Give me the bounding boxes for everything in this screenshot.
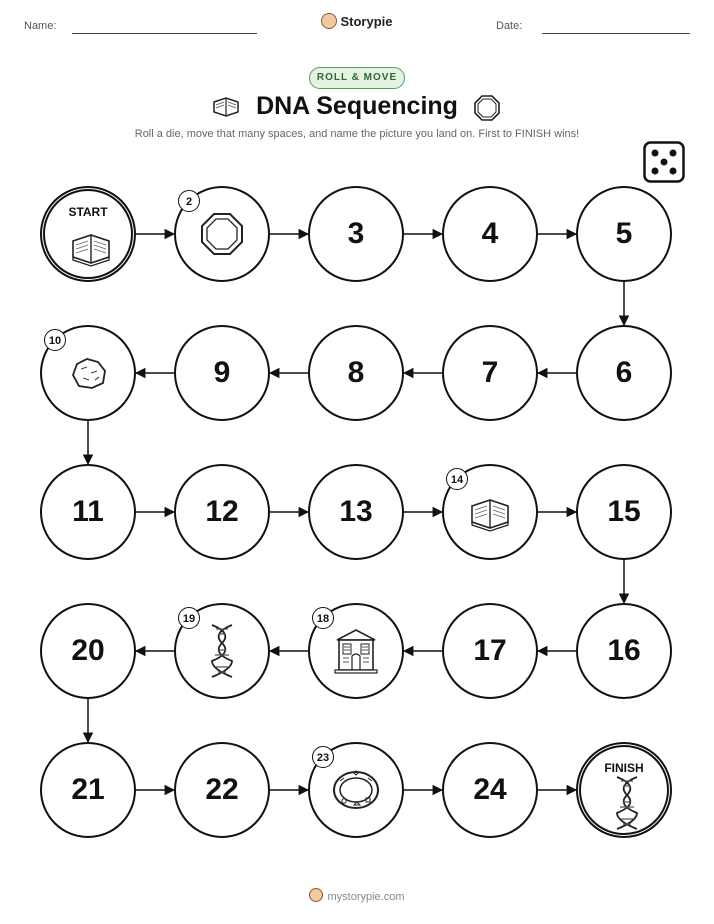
space-number: 7 <box>481 356 499 389</box>
space-number-badge: 23 <box>312 746 334 768</box>
board-space-9 <box>174 325 270 421</box>
board-space-4 <box>442 186 538 282</box>
board-space-7 <box>442 325 538 421</box>
dna-icon <box>612 775 642 836</box>
board-space-15 <box>576 464 672 560</box>
space-number: 20 <box>71 634 105 667</box>
library-icon <box>331 626 381 681</box>
space-number: 6 <box>615 356 633 389</box>
board-space-16 <box>576 603 672 699</box>
space-number: 5 <box>615 217 633 250</box>
board-space-22 <box>174 742 270 838</box>
finish-space <box>576 742 672 838</box>
board-space-3 <box>308 186 404 282</box>
board-space-17 <box>442 603 538 699</box>
space-number-badge: 14 <box>446 468 468 490</box>
space-number: 24 <box>473 773 507 806</box>
page-title: DNA Sequencing <box>256 92 458 120</box>
start-space <box>40 186 136 282</box>
space-number: 17 <box>473 634 507 667</box>
instructions: Roll a die, move that many spaces, and name the picture you land on. First to FINISH wins! <box>134 128 580 140</box>
board-space-21 <box>40 742 136 838</box>
space-number-badge: 18 <box>312 607 334 629</box>
space-number: 11 <box>72 495 104 528</box>
board-space-5 <box>576 186 672 282</box>
footer-url: mystorypie.com <box>327 891 405 903</box>
space-number: 21 <box>71 773 105 806</box>
board-space-8 <box>308 325 404 421</box>
book-icon <box>466 492 514 537</box>
dna-icon <box>207 623 237 684</box>
brand-name: Storypie <box>340 14 393 29</box>
rock-icon <box>65 353 111 398</box>
start-label: START <box>68 205 108 219</box>
board-space-6 <box>576 325 672 421</box>
octagon-icon <box>199 211 245 262</box>
name-label: Name: <box>24 20 57 32</box>
board-space-13 <box>308 464 404 560</box>
ring-icon <box>330 767 382 818</box>
space-number: 13 <box>339 495 373 528</box>
space-number: 12 <box>205 495 239 528</box>
footer <box>0 888 714 903</box>
space-number-badge: 10 <box>44 329 66 351</box>
activity-badge: ROLL & MOVE <box>309 67 405 89</box>
space-number: 15 <box>607 495 641 528</box>
storypie-small-logo-icon <box>309 888 323 902</box>
board-space-20 <box>40 603 136 699</box>
space-number: 9 <box>213 356 231 389</box>
space-number: 8 <box>347 356 365 389</box>
space-number-badge: 19 <box>178 607 200 629</box>
space-number-badge: 2 <box>178 190 200 212</box>
board-space-11 <box>40 464 136 560</box>
finish-label: FINISH <box>604 761 644 775</box>
board-space-12 <box>174 464 270 560</box>
board-space-24 <box>442 742 538 838</box>
space-number: 16 <box>607 634 641 667</box>
date-label: Date: <box>496 20 523 32</box>
space-number: 4 <box>481 217 499 250</box>
book-icon <box>67 227 115 272</box>
space-number: 22 <box>205 773 239 806</box>
space-number: 3 <box>347 217 365 250</box>
